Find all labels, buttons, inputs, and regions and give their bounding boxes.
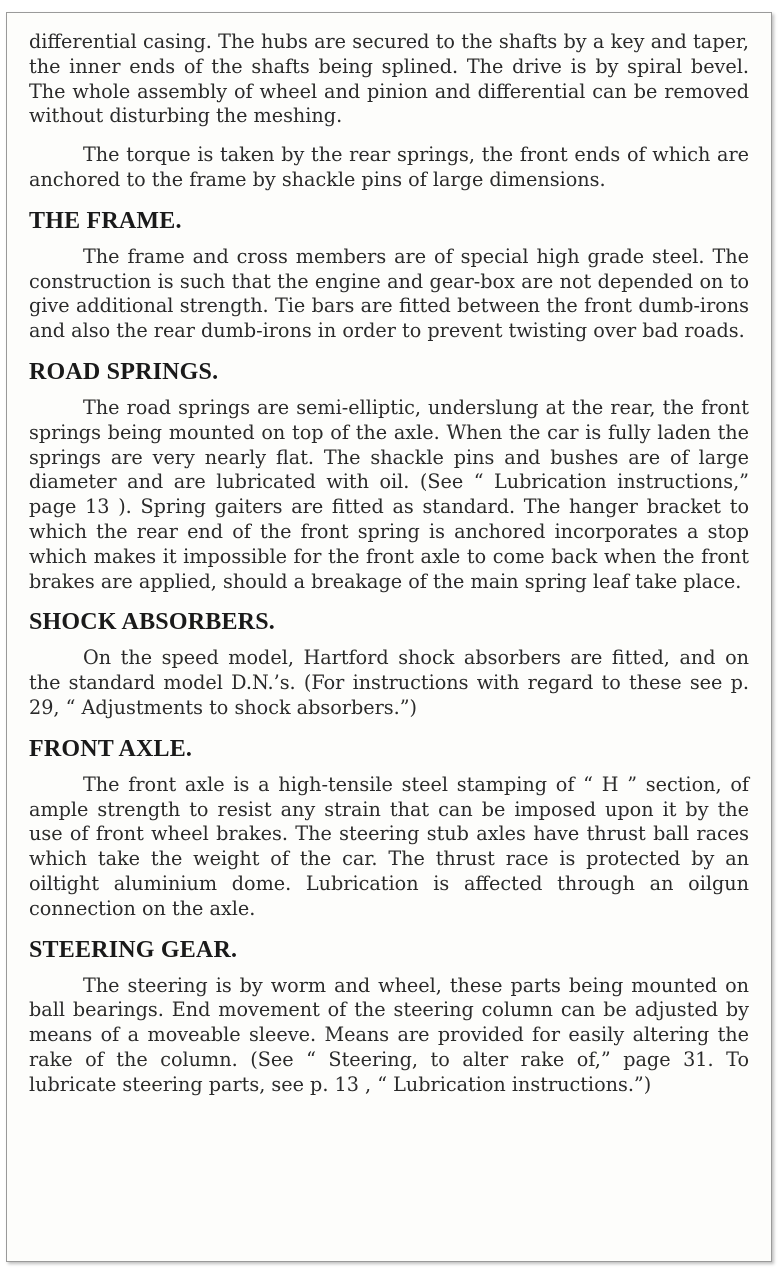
section-heading: FRONT AXLE. — [29, 735, 193, 762]
section-front-axle — [29, 735, 749, 922]
section-steering-gear — [29, 936, 749, 1098]
section-road-springs — [29, 358, 749, 594]
section-body: On the speed model, Hartford shock absorbers are fitted, and on the standard model D.N.’s. (For instructions with regard to these see p. 29, “ Adjustments to shock absorbers.”) — [29, 646, 749, 719]
section-the-frame — [29, 207, 749, 344]
section-body: The steering is by worm and wheel, these parts being mounted on ball bearings. End movement of the steering column can be adjusted by means of a moveable sleeve. Means are provided for easily altering the rake of the column. (See “ Steering, to alter rake of,” page 31. To lubricate steering parts, see p. 13 , “ Lubrication instructions.”) — [29, 973, 749, 1096]
section-shock-absorbers — [29, 608, 749, 720]
document-page — [29, 30, 749, 1112]
section-body: The frame and cross members are of special high grade steel. The construction is such that the engine and gear-box are not depended on to give additional strength. Tie bars are fitted between the front dumb-irons and also the rear dumb-irons in order to prevent twisting over bad roads. — [29, 244, 749, 343]
intro-paragraph-continued: differential casing. The hubs are secured to the shafts by a key and taper, the inner ends of the shafts being splined. The drive is by spiral bevel. The whole assembly of wheel and pinion and differential can be removed without disturbing the meshing. — [29, 30, 749, 128]
section-heading: ROAD SPRINGS. — [29, 358, 219, 385]
section-heading: THE FRAME. — [29, 207, 182, 234]
section-heading: SHOCK ABSORBERS. — [29, 609, 275, 636]
section-body: The road springs are semi-elliptic, underslung at the rear, the front springs being mounted on top of the axle. When the car is fully laden the springs are very nearly flat. The shackle pins and bushes are of large diameter and are lubricated with oil. (See “ Lubrication instructions,” page 13 ). Spring gaiters are fitted as standard. The hanger bracket to which the rear end of the front spring is anchored incorporates a stop which makes it impossible for the front axle to come back when the front brakes are applied, should a breakage of the main spring leaf take place. — [29, 395, 749, 593]
section-heading: STEERING GEAR. — [29, 936, 238, 963]
intro-paragraph-torque: The torque is taken by the rear springs, the front ends of which are anchored to the frame by shackle pins of large dimensions. — [29, 143, 749, 191]
section-body: The front axle is a high-tensile steel stamping of “ H ” section, of ample strength to resist any strain that can be imposed upon it by the use of front wheel brakes. The steering stub axles have thrust ball races which take the weight of the car. The thrust race is protected by an oiltight aluminium dome. Lubrication is affected through an oilgun connection on the axle. — [29, 772, 749, 920]
